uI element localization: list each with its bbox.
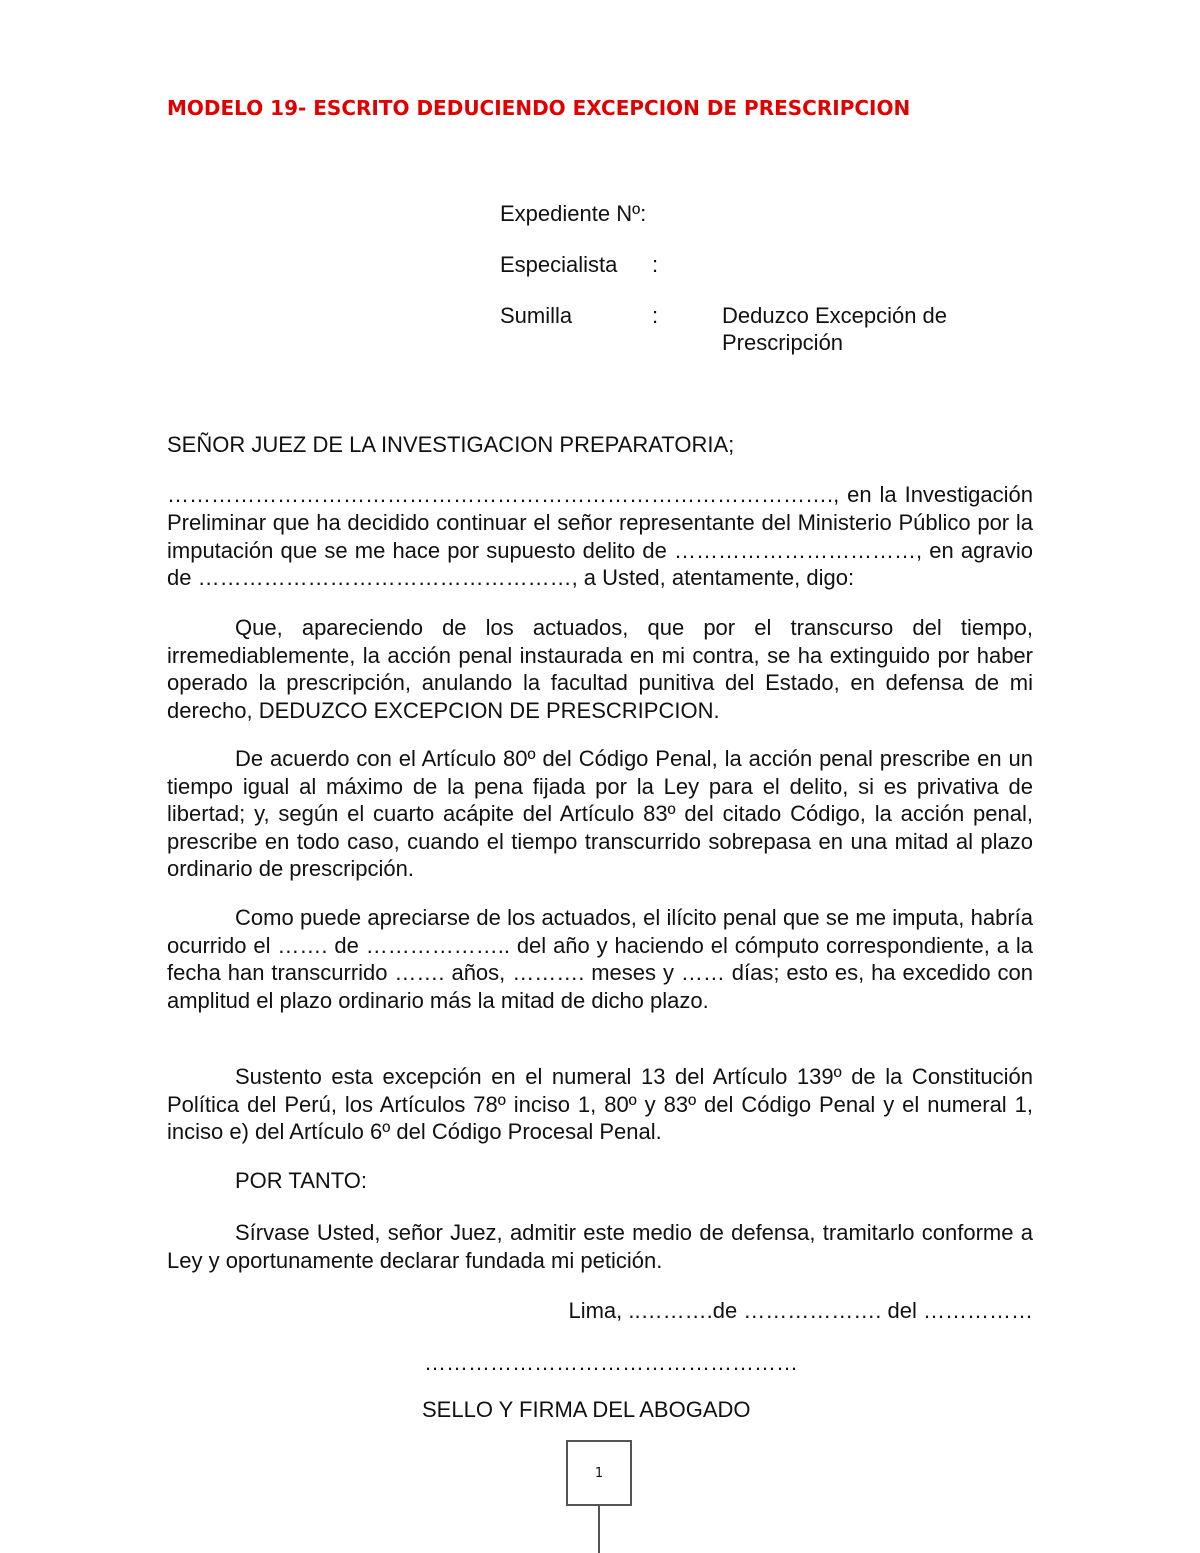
document-title: MODELO 19- ESCRITO DEDUCIENDO EXCEPCION DE PRESCRIPCION — [167, 96, 911, 120]
paragraph-4: Sustento esta excepción en el numeral 13 del Artículo 139º de la Constitución Política del Perú, los Artículos 78º inciso 1, 80º y 83º del Código Penal y el numeral 1, inciso e) del Artículo 6º del Código Procesal Penal. — [167, 1064, 1033, 1144]
place-date-line: Lima, ..……….de ………………. del …………… — [568, 1298, 1033, 1323]
signature-line: …………………………………………… — [424, 1350, 798, 1375]
especialista-colon: : — [652, 252, 659, 277]
paragraph-1: Que, apareciendo de los actuados, que por el transcurso del tiempo, irremediablemente, la acción penal instaurada en mi contra, se ha extinguido por haber operado la prescripción, anulando la facultad punitiva del Estado, en defensa de mi derecho, DEDUZCO EXCEPCION DE PRESCRIPCION. — [167, 615, 1033, 723]
por-tanto: POR TANTO: — [235, 1168, 368, 1193]
sumilla-value-line1: Deduzco Excepción de — [722, 303, 948, 328]
sumilla-label: Sumilla — [500, 303, 573, 328]
especialista-label: Especialista — [500, 252, 618, 277]
sumilla-value-line2: Prescripción — [722, 330, 844, 355]
sumilla-colon: : — [652, 303, 659, 328]
expediente-label: Expediente Nº: — [500, 201, 647, 226]
page-number: 1 — [594, 1465, 604, 1481]
page-number-box — [566, 1440, 632, 1506]
intro-first-line: ………………………………………………………………………………., en la Investigación — [167, 482, 1033, 507]
salutation: SEÑOR JUEZ DE LA INVESTIGACION PREPARATORIA; — [167, 432, 735, 457]
paragraph-2: De acuerdo con el Artículo 80º del Código Penal, la acción penal prescribe en un tiempo igual al máximo de la pena fijada por la Ley para el delito, si es privativa de libertad; y, según el cuarto acápite del Artículo 83º del citado Código, la acción penal, prescribe en todo caso, cuando el tiempo transcurrido sobrepasa en una mitad al plazo ordinario de prescripción. — [167, 746, 1033, 881]
page-number-connector — [598, 1506, 600, 1553]
intro-paragraph: Preliminar que ha decidido continuar el señor representante del Ministerio Público por la imputación que se me hace por supuesto delito de ……………………………, en agravio de ……………………………………………, a Usted, atentamente, digo: — [167, 510, 1033, 590]
signature-label: SELLO Y FIRMA DEL ABOGADO — [422, 1397, 751, 1422]
paragraph-5: Sírvase Usted, señor Juez, admitir este medio de defensa, tramitarlo conforme a Ley y oportunamente declarar fundada mi petición. — [167, 1220, 1033, 1273]
paragraph-3: Como puede apreciarse de los actuados, el ilícito penal que se me imputa, habría ocurrido el ……. de ……………….. del año y haciendo el cómputo correspondiente, a la fecha han transcurrido ……. años, ………. meses y …… días; esto es, ha excedido con amplitud el plazo ordinario más la mitad de dicho plazo. — [167, 905, 1033, 1013]
